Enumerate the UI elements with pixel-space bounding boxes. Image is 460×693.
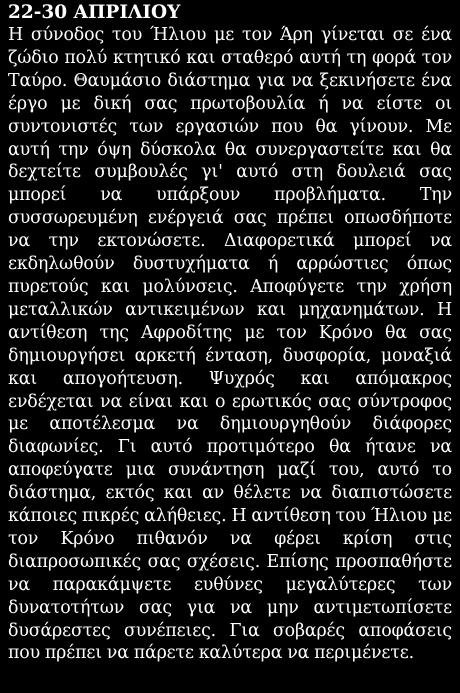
horoscope-body-text: Η σύνοδος του Ήλιου με τον Άρη γίνεται σε ένα ζώδιο πολύ κτητικό και σταθερό αυτή τη φορά τον Ταύρο. Θαυμάσιο διάστημα για να ξεκινήσετε ένα έργο με δική σας πρωτοβουλία ή να είστε οι συντονιστές των εργασιών που θα γίνουν. Με αυτή την όψη δύσκολα θα συνεργαστείτε και θα δεχτείτε συμβουλές γι' αυτό στη δουλειά σας μπορεί να υπάρξουν προβλήματα. Την συσσωρευμένη ενέργειά σας πρέπει οπωσδήποτε να την εκτονώσετε. Διαφορετικά μπορεί να εκδηλωθούν δυστυχήματα ή αρρώστιες όπως πυρετούς και μολύνσεις. Αποφύγετε την χρήση μεταλλικών αντικειμένων και μηχανημάτων. Η αντίθεση της Αφροδίτης με τον Κρόνο θα σας δημιουργήσει αρκετή ένταση, δυσφορία, μοναξιά και απογοήτευση. Ψυχρός και απόμακρος ενδέχεται να είναι και ο ερωτικός σας σύντροφος με αποτέλεσμα να δημιουργηθούν διάφορες διαφωνίες. Γι αυτό προτιμότερο θα ήτανε να αποφεύγατε μια συνάντηση μαζί του, αυτό το διάστημα, εκτός και αν θέλετε να διαπιστώσετε κάποιες πικρές αλήθειες. Η αντίθεση του Ήλιου με τον Κρόνο πιθανόν να φέρει κρίση στις διαπροσωπικές σας σχέσεις. Επίσης προσπαθήστε να παρακάμψετε ευθύνες μεγαλύτερες των δυνατοτήτων σας για να μην αντιμετωπίσετε δυσάρεστες συνέπειες. Για σοβαρές αποφάσεις που πρέπει να πάρετε καλύτερα να περιμένετε. (8, 25, 452, 664)
date-range-heading: 22-30 ΑΠΡΙΛΙΟΥ (8, 2, 181, 23)
